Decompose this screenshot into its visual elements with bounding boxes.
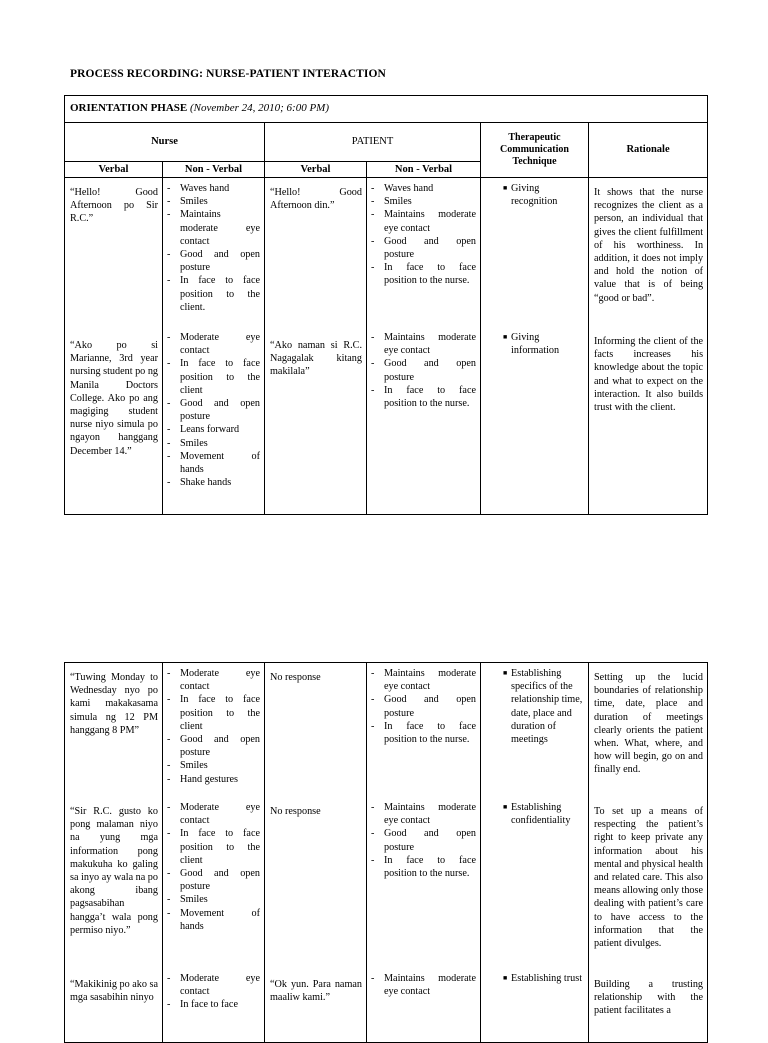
technique-label: Giving recognition [511,183,558,208]
nurse-verbal-text: “Tuwing Monday to Wednesday nyo po kami makakasama simula ng 12 PM hanggang 8 PM” [70,672,158,736]
bullet-icon: ■ [503,184,508,192]
list-item: - Good and open posture [163,733,260,759]
rationale-text: Informing the client of the facts increases his knowledge about the topic and what to expect on the interaction. It also builds trust with the client. [594,336,704,414]
list-item: - In face to face position to the nurse. [367,384,476,410]
header-patient-verbal: Verbal [265,162,367,178]
patient-verbal-text: “Hello! Good Afternoon din.” [270,187,362,212]
list-item: - Maintains moderate eye contact [367,801,476,827]
patient-nonverbal-list [367,667,480,801]
technique-text [481,667,588,801]
list-item: - Good and open posture [367,235,476,261]
bullet-icon: ■ [503,803,508,811]
header-technique: Therapeutic Communication Technique [481,123,589,178]
nurse-verbal-text: “Ako po si Marianne, 3rd year nursing student po ng Manila Doctors College. Ako po ang magiging student nurse niyo simula po ngayon hanggang December 14.” [70,340,159,457]
nurse-nonverbal-list [163,801,264,972]
list-item: - In face to face position to the client [163,827,260,867]
list-item: - In face to face [163,998,260,1011]
list-item: - Maintains moderate eye contact [367,972,476,998]
list-item: - Smiles [163,195,260,208]
list-item: - In face to face position to the client [163,357,260,397]
technique-text [481,331,588,357]
list-item: - Maintains moderate eye contact [367,208,476,234]
list-item: - In face to face position to the nurse. [367,854,476,880]
list-item: - Waves hand [367,182,476,195]
technique-label: Giving information [511,332,560,357]
list-item: - Movement of hands [163,907,260,933]
nurse-verbal-text: “Sir R.C. gusto ko pong malaman niyo na yung mga information pong makukuha ko galing sa inyo ay wala na po akong ibang pagsasabihan hangga’t wala pong permiso niyo.” [70,806,158,936]
list-item: - Shake hands [163,476,260,489]
list-item: - Moderate eye contact [163,667,260,693]
header-nurse-verbal: Verbal [65,162,163,178]
bullet-icon: ■ [503,669,508,677]
phase-label: ORIENTATION PHASE [70,102,188,115]
header-nurse: Nurse [65,123,265,162]
patient-nonverbal-list [367,182,480,331]
nurse-verbal-text: “Hello! Good Afternoon po Sir R.C.” [70,187,158,225]
list-item: - Maintains moderate eye contact [163,208,260,248]
phase-heading [65,96,708,123]
list-item: - Smiles [163,759,260,772]
list-item: - Smiles [367,195,476,208]
header-rationale: Rationale [589,123,708,178]
bullet-icon: ■ [503,333,508,341]
list-item: - Hand gestures [163,773,260,786]
list-item: - Smiles [163,893,260,906]
document-title: PROCESS RECORDING: NURSE-PATIENT INTERACTION [70,68,386,80]
list-item: - Good and open posture [367,693,476,719]
list-item: - Good and open posture [367,357,476,383]
patient-nonverbal-list [367,972,480,998]
list-item: - Smiles [163,437,260,450]
nurse-nonverbal-list [163,331,264,489]
patient-verbal-text: No response [270,672,321,683]
technique-text [481,182,588,331]
phase-date: (November 24, 2010; 6:00 PM) [190,102,330,115]
bullet-icon: ■ [503,974,508,982]
header-nurse-nonverbal: Non - Verbal [163,162,265,178]
rationale-text: To set up a means of respecting the patient’s right to keep private any information about his mental and physical health and related care. This also means allowing only those dealing with patient’s care to have access to the information that the patient divulges. [594,806,703,950]
rationale-text: Building a trusting relationship with the patient facilitates a [594,979,703,1017]
list-item: - In face to face position to the nurse. [367,720,476,746]
list-item: - Good and open posture [163,397,260,423]
list-item: - Leans forward [163,423,260,436]
technique-label: Establishing trust [511,973,583,984]
list-item: - Good and open posture [367,827,476,853]
header-patient-nonverbal: Non - Verbal [367,162,481,178]
list-item: - Moderate eye contact [163,801,260,827]
nurse-nonverbal-list [163,667,264,801]
list-item: - In face to face position to the client [163,693,260,733]
list-item: - In face to face position to the client. [163,274,260,314]
list-item: - Waves hand [163,182,260,195]
list-item: - Movement of hands [163,450,260,476]
table-row [65,663,708,1043]
rationale-text: Setting up the lucid boundaries of relationship time, date, place and duration of meetings clearly orients the patient when. What, where, and how will begin, go on and finally end. [594,672,703,776]
header-patient: PATIENT [265,123,481,162]
nurse-verbal-text: “Makikinig po ako sa mga sasabihin ninyo [70,979,158,1004]
list-item: - Maintains moderate eye contact [367,667,476,693]
process-recording-table [64,95,708,515]
list-item: - Good and open posture [163,248,260,274]
technique-text [481,801,588,972]
technique-label: Establishing confidentiality [511,802,571,827]
patient-nonverbal-list [367,801,480,972]
nurse-nonverbal-list [163,972,264,1012]
patient-nonverbal-list [367,331,480,410]
technique-text [481,972,588,985]
patient-verbal-text: No response [270,806,321,817]
list-item: - Moderate eye contact [163,972,260,998]
patient-verbal-text: “Ok yun. Para naman maaliw kami.” [270,979,362,1004]
nurse-nonverbal-list [163,182,264,331]
list-item: - Maintains moderate eye contact [367,331,476,357]
list-item: - Good and open posture [163,867,260,893]
rationale-text: It shows that the nurse recognizes the client as a person, an individual that gives the client fulfillment of his worthiness. In addition, it does not imply and hold the notion of value that is of being “good or bad”. [594,187,704,304]
table-row [65,178,708,515]
patient-verbal-text: “Ako naman si R.C. Nagagalak kitang makilala” [270,340,362,378]
list-item: - Moderate eye contact [163,331,260,357]
list-item: - In face to face position to the nurse. [367,261,476,287]
technique-label: Establishing specifics of the relationship time, date, place and duration of meetings [511,668,583,746]
process-recording-table-continued [64,662,708,1043]
